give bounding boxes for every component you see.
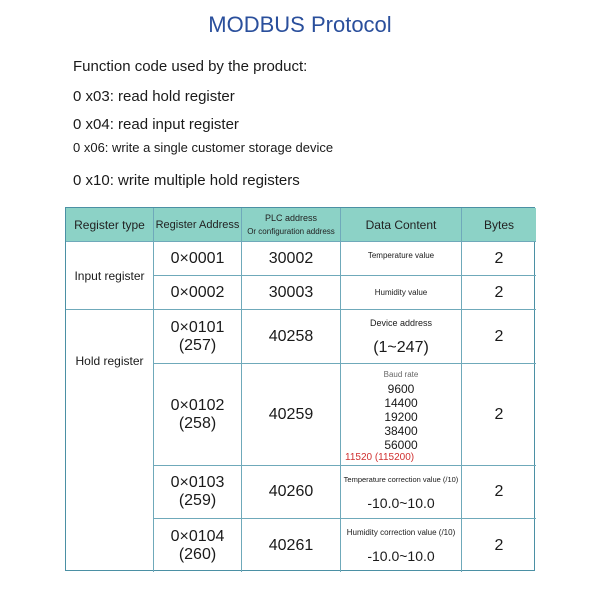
baud-rate-list (384, 382, 417, 452)
header-bytes: Bytes (462, 208, 536, 242)
row0-plc: 30002 (242, 242, 341, 276)
row4-content: Temperature correction value (/10) -10.0~10.0 (341, 466, 462, 519)
baud-rate-value: 9600 (387, 382, 415, 396)
header-plc-address: PLC address Or configuration address (242, 208, 341, 242)
row5-content: Humidity correction value (/10) -10.0~10.0 (341, 519, 462, 572)
row1-address: 0×0002 (154, 276, 242, 310)
row2-plc: 40258 (242, 310, 341, 364)
row1-bytes: 2 (462, 276, 536, 310)
function-code-06: 0 x06: write a single customer storage device (73, 140, 334, 155)
baud-rate-value: 56000 (384, 438, 418, 452)
header-register-type: Register type (66, 208, 154, 242)
row3-bytes: 2 (462, 364, 536, 466)
row1-plc: 30003 (242, 276, 341, 310)
function-code-10: 0 x10: write multiple hold registers (73, 172, 300, 189)
header-register-address: Register Address (154, 208, 242, 242)
row0-address: 0×0001 (154, 242, 242, 276)
row5-bytes: 2 (494, 536, 504, 554)
row0-bytes: 2 (462, 242, 536, 276)
function-intro: Function code used by the product: (73, 58, 308, 75)
row3-content: Baud rate 9600 14400 19200 38400 56000 11520 (115200) (341, 364, 462, 466)
row5-address: 0×0104 (260) (154, 519, 242, 572)
row1-content: Humidity value (341, 276, 462, 310)
function-code-04: 0 x04: read input register (73, 116, 239, 133)
baud-rate-highlight: 11520 (115200) (345, 452, 415, 463)
row2-content: Device address (1~247) (341, 310, 462, 364)
baud-rate-value: 14400 (384, 396, 418, 410)
function-code-03: 0 x03: read hold register (73, 88, 235, 105)
header-data-content: Data Content (341, 208, 462, 242)
row4-plc: 40260 (242, 466, 341, 519)
row2-bytes: 2 (462, 310, 536, 364)
row3-address: 0×0102 (258) (154, 364, 242, 466)
row3-plc: 40259 (242, 364, 341, 466)
row4-bytes: 2 (462, 466, 536, 519)
group-input-register: Input register (66, 242, 154, 310)
row4-address: 0×0103 (259) (154, 466, 242, 519)
register-table (65, 207, 535, 571)
baud-rate-value: 38400 (384, 424, 418, 438)
baud-rate-value: 19200 (384, 410, 418, 424)
row0-content: Temperature value (341, 242, 462, 276)
row2-address: 0×0101 (257) (154, 310, 242, 364)
page-title: MODBUS Protocol (208, 12, 392, 37)
row5-plc: 40261 (242, 519, 341, 572)
group-hold-register: Hold register (66, 310, 154, 572)
